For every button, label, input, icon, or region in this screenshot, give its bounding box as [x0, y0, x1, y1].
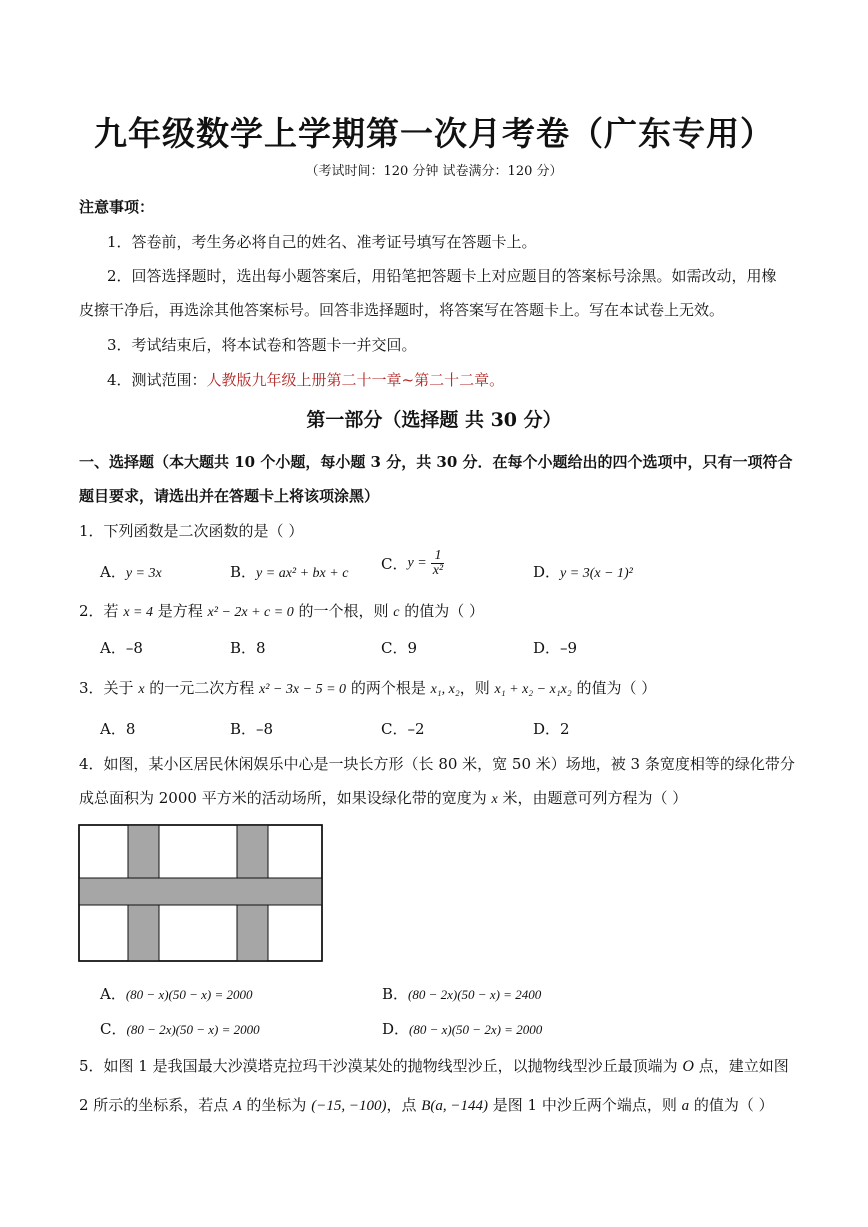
text: 的一个根，则 [293, 602, 394, 620]
text: 是方程 [152, 602, 208, 620]
q2-option-a: A．–8 [100, 639, 143, 657]
text: 5．如图 1 是我国最大沙漠塔克拉玛干沙漠某处的抛物线型沙丘，以抛物线型沙丘最顶端为 [79, 1057, 683, 1075]
horizontal-green-belt [79, 878, 322, 905]
q2-option-c: C．9 [381, 639, 418, 657]
test-range: 人教版九年级上册第二十一章~第二十二章。 [206, 371, 505, 389]
formula: c [393, 605, 400, 620]
formula: x² − 2x + c = 0 [207, 605, 294, 620]
text: ，点 [386, 1096, 422, 1114]
notice-item-3: 3．考试结束后，将本试卷和答题卡一并交回。 [107, 336, 417, 354]
notice-item-4-label: 4．测试范围： [107, 371, 207, 389]
q3-option-c: C．–2 [381, 720, 425, 738]
formula: x = 4 [123, 605, 153, 620]
option-label: D． [533, 563, 561, 581]
q2-stem [79, 600, 484, 621]
option-label: A． [100, 985, 126, 1003]
text: ，则 [459, 679, 495, 697]
text: 是图 1 中沙丘两个端点，则 [488, 1096, 682, 1114]
section-heading: 第一部分（选择题 共 30 分） [306, 409, 562, 431]
formula: a [681, 1098, 690, 1114]
option-label: C． [100, 1020, 127, 1038]
formula: x₁, x₂ [430, 682, 460, 697]
formula: x [138, 682, 145, 697]
formula: y = [407, 555, 427, 571]
text: 的值为（ ） [399, 602, 485, 620]
text: 3．关于 [79, 679, 139, 697]
notice-heading: 注意事项： [79, 198, 155, 216]
formula: x₁ + x₂ − x₁x₂ [494, 682, 572, 697]
formula: B(a, −144) [421, 1098, 488, 1114]
formula: x [491, 792, 498, 807]
text: 的一元二次方程 [144, 679, 260, 697]
text: 的两个根是 [346, 679, 431, 697]
part-intro: 一、选择题（本大题共 10 个小题，每小题 3 分，共 30 分．在每个小题给出的四个选项中，只有一项符合 [79, 453, 793, 471]
text: 点，建立如图 [693, 1057, 789, 1075]
formula: (80 − x)(50 − 2x) = 2000 [409, 1022, 543, 1037]
q4-stem-cont [79, 787, 687, 808]
q3-option-a: A．8 [100, 720, 136, 738]
q5-stem-cont [79, 1094, 774, 1115]
formula: (−15, −100) [311, 1098, 387, 1114]
q5-stem [79, 1055, 789, 1076]
q1-option-d [533, 561, 633, 582]
numerator: 1 [431, 549, 444, 564]
notice-item-2-cont: 皮擦干净后，再选涂其他答案标号。回答非选择题时，将答案写在答题卡上。写在本试卷上无效。 [79, 301, 725, 319]
q1-option-c [381, 549, 444, 578]
formula: A [233, 1099, 242, 1114]
q2-option-b: B．8 [230, 639, 266, 657]
q2-option-d: D．–9 [533, 639, 578, 657]
option-label: C． [381, 555, 408, 573]
text: 米，由题意可列方程为（ ） [497, 789, 688, 807]
q4-figure [78, 824, 324, 963]
q4-option-d [382, 1018, 542, 1039]
q1-option-a [100, 561, 162, 582]
text: 的值为（ ） [571, 679, 657, 697]
option-label: A． [100, 563, 126, 581]
q1-option-b [230, 561, 348, 582]
option-label: D． [382, 1020, 410, 1038]
denominator: x² [432, 563, 444, 578]
formula: x² − 3x − 5 = 0 [259, 682, 347, 697]
text: 2 所示的坐标系，若点 [79, 1096, 234, 1114]
fraction [431, 549, 444, 578]
text: 成总面积为 2000 平方米的活动场所，如果设绿化带的宽度为 [79, 789, 492, 807]
q1-stem: 1．下列函数是二次函数的是（ ） [79, 522, 304, 540]
formula: (80 − x)(50 − x) = 2000 [125, 987, 253, 1002]
q3-option-b: B．–8 [230, 720, 274, 738]
formula: y = ax² + bx + c [256, 566, 349, 581]
notice-item-2: 2．回答选择题时，选出每小题答案后，用铅笔把答题卡上对应题目的答案标号涂黑。如需改动，用橡 [107, 267, 777, 285]
text: 2．若 [79, 602, 124, 620]
q3-option-d: D．2 [533, 720, 570, 738]
page-title: 九年级数学上学期第一次月考卷（广东专用） [94, 114, 774, 153]
formula: (80 − 2x)(50 − x) = 2000 [126, 1022, 260, 1037]
notice-item-1: 1．答卷前，考生务必将自己的姓名、准考证号填写在答题卡上。 [107, 233, 537, 251]
formula: y = 3x [125, 566, 162, 581]
q4-option-c [100, 1018, 260, 1039]
q4-option-b [382, 983, 541, 1004]
q4-option-a [100, 983, 253, 1004]
option-label: B． [382, 985, 409, 1003]
option-label: B． [230, 563, 257, 581]
text: 的值为（ ） [689, 1096, 774, 1114]
exam-info: （考试时间：120 分钟 试卷满分：120 分） [305, 164, 563, 179]
formula: (80 − 2x)(50 − x) = 2400 [408, 987, 542, 1002]
part-intro-cont: 题目要求，请选出并在答题卡上将该项涂黑） [79, 487, 380, 505]
q4-stem: 4．如图，某小区居民休闲娱乐中心是一块长方形（长 80 米，宽 50 米）场地，被 3 条宽度相等的绿化带分 [79, 755, 795, 773]
q3-stem [79, 677, 656, 698]
text: 的坐标为 [241, 1096, 312, 1114]
notice-item-4 [107, 369, 504, 390]
formula: O [682, 1058, 694, 1075]
formula: y = 3(x − 1)² [560, 566, 633, 581]
